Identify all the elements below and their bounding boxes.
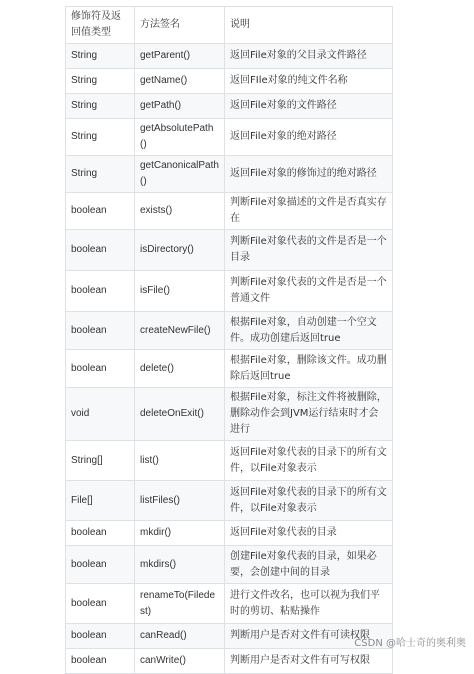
return-type-cell: void [66, 388, 135, 441]
signature-cell: isDirectory() [135, 230, 225, 271]
description-cell: 返回FIle对象的纯文件名称 [225, 69, 393, 94]
description-cell: 返回File对象的父目录文件路径 [225, 44, 393, 69]
signature-cell: getParent() [135, 44, 225, 69]
description-cell: 判断File对象代表的文件是否是一个目录 [225, 230, 393, 271]
signature-cell: list() [135, 441, 225, 481]
table-row [66, 624, 393, 649]
description-cell: 返回File对象的修饰过的绝对路径 [225, 156, 393, 193]
signature-cell: delete() [135, 350, 225, 388]
signature-cell: canWrite() [135, 649, 225, 674]
return-type-cell: File[] [66, 481, 135, 521]
return-type-cell: boolean [66, 312, 135, 350]
table-row [66, 94, 393, 119]
header-return-type: 修饰符及返回值类型 [66, 7, 135, 44]
signature-cell: canRead() [135, 624, 225, 649]
description-cell: 返回File对象的绝对路径 [225, 119, 393, 156]
table-row [66, 193, 393, 230]
signature-cell: listFiles() [135, 481, 225, 521]
return-type-cell: boolean [66, 230, 135, 271]
table-row [66, 441, 393, 481]
description-cell: 进行文件改名，也可以视为我们平时的剪切、粘贴操作 [225, 584, 393, 624]
description-cell: 判断用户是否对文件有可读权限 [225, 624, 393, 649]
description-cell: 判断File对象描述的文件是否真实存在 [225, 193, 393, 230]
table-row [66, 584, 393, 624]
table-row [66, 312, 393, 350]
csdn-watermark: CSDN @哈士奇的奥利奥 [354, 638, 466, 649]
table-row [66, 69, 393, 94]
file-methods-table [65, 6, 393, 674]
signature-cell: createNewFile() [135, 312, 225, 350]
description-cell: 判断File对象代表的文件是否是一个普通文件 [225, 271, 393, 312]
return-type-cell: boolean [66, 584, 135, 624]
signature-cell: getName() [135, 69, 225, 94]
signature-cell: renameTo(Filedest) [135, 584, 225, 624]
return-type-cell: boolean [66, 546, 135, 584]
table-row [66, 230, 393, 271]
table-row [66, 271, 393, 312]
table-row [66, 388, 393, 441]
description-cell: 返回File对象代表的目录 [225, 521, 393, 546]
description-cell: 判断用户是否对文件有可写权限 [225, 649, 393, 674]
table-row [66, 546, 393, 584]
return-type-cell: String [66, 69, 135, 94]
table-row [66, 44, 393, 69]
return-type-cell: String [66, 119, 135, 156]
return-type-cell: String [66, 94, 135, 119]
header-signature: 方法签名 [135, 7, 225, 44]
description-cell: 根据File对象，自动创建一个空文件。成功创建后返回true [225, 312, 393, 350]
table-row [66, 521, 393, 546]
description-cell: 返回File对象代表的目录下的所有文件，以File对象表示 [225, 481, 393, 521]
signature-cell: getCanonicalPath() [135, 156, 225, 193]
return-type-cell: boolean [66, 350, 135, 388]
description-cell: 根据File对象，标注文件将被删除，删除动作会到JVM运行结束时才会进行 [225, 388, 393, 441]
return-type-cell: boolean [66, 271, 135, 312]
table-row [66, 156, 393, 193]
description-cell: 创建File对象代表的目录，如果必要，会创建中间的目录 [225, 546, 393, 584]
signature-cell: deleteOnExit() [135, 388, 225, 441]
return-type-cell: boolean [66, 521, 135, 546]
table-row [66, 119, 393, 156]
return-type-cell: boolean [66, 193, 135, 230]
table-row [66, 350, 393, 388]
signature-cell: getPath() [135, 94, 225, 119]
description-cell: 返回File对象代表的目录下的所有文件，以File对象表示 [225, 441, 393, 481]
signature-cell: mkdirs() [135, 546, 225, 584]
return-type-cell: String[] [66, 441, 135, 481]
signature-cell: getAbsolutePath() [135, 119, 225, 156]
description-cell: 返回File对象的文件路径 [225, 94, 393, 119]
signature-cell: mkdir() [135, 521, 225, 546]
header-description: 说明 [225, 7, 393, 44]
return-type-cell: String [66, 156, 135, 193]
return-type-cell: boolean [66, 624, 135, 649]
return-type-cell: String [66, 44, 135, 69]
table-row [66, 481, 393, 521]
table-row [66, 649, 393, 674]
signature-cell: isFile() [135, 271, 225, 312]
signature-cell: exists() [135, 193, 225, 230]
table-header-row [66, 7, 393, 44]
description-cell: 根据File对象，删除该文件。成功删除后返回true [225, 350, 393, 388]
return-type-cell: boolean [66, 649, 135, 674]
